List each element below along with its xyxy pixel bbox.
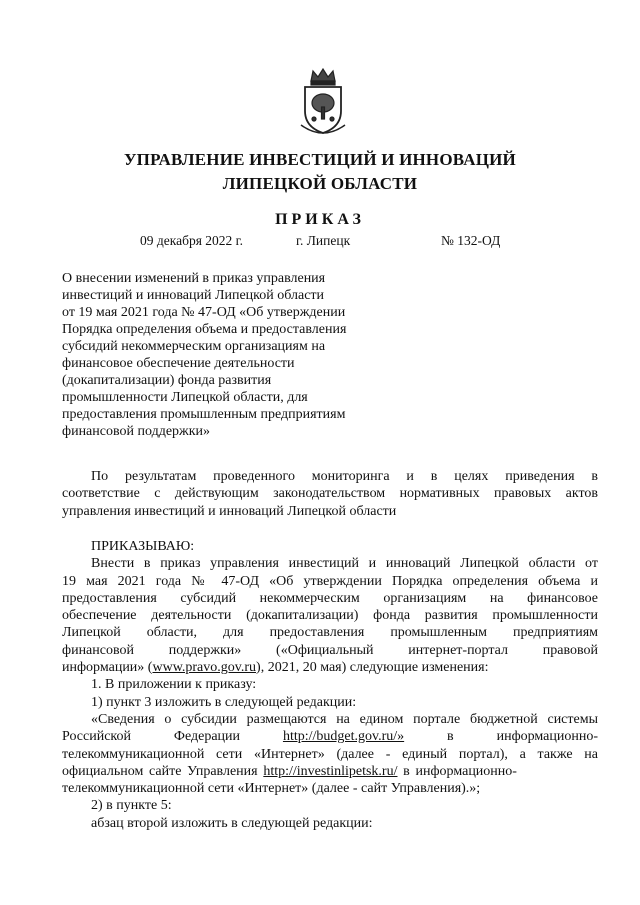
subject-line: Порядка определения объема и предоставления — [62, 322, 347, 337]
coat-of-arms-emblem — [297, 67, 349, 137]
item-1: 1. В приложении к приказу: — [91, 677, 257, 693]
main-paragraph-line: Внести в приказ управления инвестиций и инноваций Липецкой области от — [91, 556, 598, 572]
preamble-paragraph — [62, 468, 598, 520]
item-1-subitem-2-text: абзац второй изложить в следующей редакции: — [91, 815, 373, 831]
document-type-title: ПРИКАЗ — [275, 211, 365, 228]
organization-name-line2: ЛИПЕЦКОЙ ОБЛАСТИ — [222, 174, 418, 193]
preamble-line: По результатам проведенного мониторинга и в целях приведения в — [91, 469, 598, 484]
organization-name-line1: УПРАВЛЕНИЕ ИНВЕСТИЦИЙ И ИННОВАЦИЙ — [124, 150, 516, 169]
quote-word: информационно- — [496, 729, 599, 745]
quote-line4-before: официальном сайте Управления — [62, 763, 264, 779]
quote-word: в — [447, 729, 454, 745]
subject-line: финансовое обеспечение деятельности — [62, 356, 295, 371]
quote-line: «Сведения о субсидии размещаются на едином портале бюджетной системы — [91, 711, 598, 727]
quote-word: Федерации — [173, 729, 241, 745]
document-date: 09 декабря 2022 г. — [140, 233, 244, 248]
quote-line — [62, 728, 598, 745]
item-1-subitem-1: 1) пункт 3 изложить в следующей редакции: — [91, 694, 357, 710]
document-number: № 132-ОД — [441, 233, 501, 248]
subject-line: финансовой поддержки» — [62, 424, 210, 439]
main-paragraph-line: обеспечение деятельности (докапитализации) фонда развития промышленности — [62, 608, 598, 624]
subject-line: субсидий некоммерческим организациям на — [62, 339, 326, 354]
main-paragraph-line: предоставления субсидий некоммерческим организациям на финансовое — [62, 590, 598, 606]
main-paragraph-line: 19 мая 2021 года № 47-ОД «Об утверждении Порядка определения объема и — [62, 573, 598, 589]
subject-line: инвестиций и инноваций Липецкой области — [62, 288, 325, 303]
quote-line: телекоммуникационной сети «Интернет» (далее - сайт Управления).»; — [62, 781, 481, 797]
subject-line: О внесении изменений в приказ управления — [62, 271, 326, 286]
subject-line: промышленности Липецкой области, для — [62, 390, 308, 405]
preamble-line: соответствие с действующим законодательством нормативных правовых актов — [62, 486, 598, 502]
quote-line: телекоммуникационной сети «Интернет» (далее - единый портал), а также на — [62, 746, 598, 762]
main-last-after: ), 2021, 20 мая) следующие изменения: — [256, 660, 489, 676]
document-subject — [62, 270, 382, 440]
quote-line4-after: в информационно- — [397, 763, 517, 779]
subject-line: от 19 мая 2021 года № 47-ОД «Об утверждении — [62, 305, 346, 320]
pravo-gov-link[interactable]: www.pravo.gov.ru — [152, 660, 257, 676]
order-section — [62, 538, 598, 832]
main-paragraph-line: финансовой поддержки» («Официальный интернет-портал правовой — [62, 642, 598, 658]
main-paragraph-line: Липецкой области, для предоставления промышленным предприятиям — [62, 625, 598, 641]
order-word: ПРИКАЗЫВАЮ: — [91, 539, 195, 554]
main-paragraph-last-line — [62, 659, 598, 676]
quote-word: Российской — [62, 729, 131, 745]
subject-line: предоставления промышленным предприятиям — [62, 407, 346, 422]
subject-line: (докапитализации) фонда развития — [62, 373, 272, 388]
budget-gov-link[interactable]: http://budget.gov.ru/» — [282, 729, 405, 745]
investinlipetsk-link[interactable]: http://investinlipetsk.ru/ — [263, 763, 398, 779]
item-1-subitem-2: 2) в пункте 5: — [91, 798, 172, 814]
main-last-before: информации» ( — [62, 660, 153, 676]
quote-line — [62, 763, 598, 780]
document-city: г. Липецк — [296, 233, 351, 248]
preamble-line: управления инвестиций и инноваций Липецкой области — [62, 503, 397, 519]
